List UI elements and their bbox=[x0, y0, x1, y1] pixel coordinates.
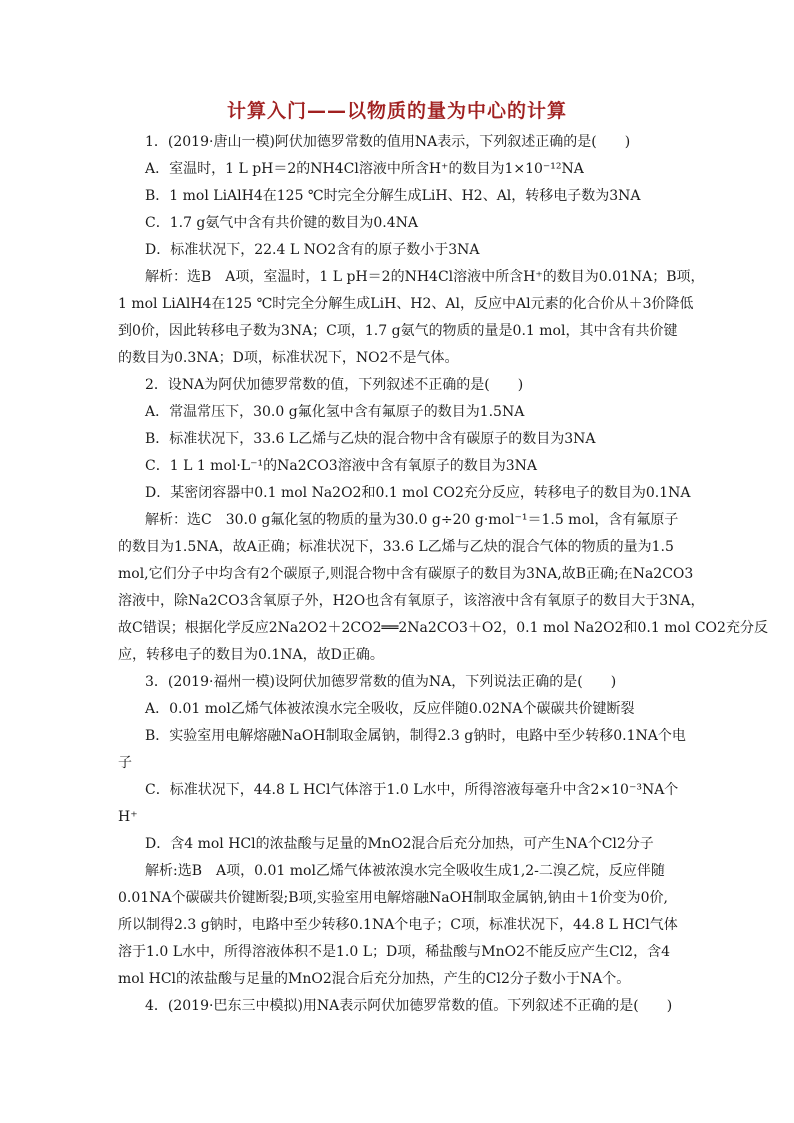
question-4-stem: 4．(2019·巴东三中模拟)用NA表示阿伏加德罗常数的值。下列叙述不正确的是( ) bbox=[145, 998, 673, 1014]
question-1-stem: 1．(2019·唐山一模)阿伏加德罗常数的值用NA表示，下列叙述正确的是( ) bbox=[145, 134, 631, 150]
option-line: B．实验室用电解熔融NaOH制取金属钠，制得2.3 g钠时，电路中至少转移0.1NA个电 bbox=[145, 728, 686, 744]
analysis-line: mol,它们分子中均含有2个碳原子,则混合物中含有碳原子的数目为3NA,故B正确;在Na2CO3 bbox=[118, 566, 694, 582]
option-line: 子 bbox=[118, 755, 132, 771]
option-line: H⁺ bbox=[118, 809, 138, 825]
option-line: A．室温时，1 L pH＝2的NH4Cl溶液中所含H⁺的数目为1×10⁻¹²NA bbox=[145, 161, 584, 177]
option-line: A．0.01 mol乙烯气体被浓溴水完全吸收，反应伴随0.02NA个碳碳共价键断裂 bbox=[145, 701, 635, 717]
question-3-stem: 3．(2019·福州一模)设阿伏加德罗常数的值为NA，下列说法正确的是( ) bbox=[145, 674, 617, 690]
analysis-line: 所以制得2.3 g钠时，电路中至少转移0.1NA个电子；C项，标准状况下，44.8 L HCl气体 bbox=[118, 917, 678, 933]
option-line: A．常温常压下，30.0 g氟化氢中含有氟原子的数目为1.5NA bbox=[145, 404, 525, 420]
analysis-line: 解析：选C 30.0 g氟化氢的物质的量为30.0 g÷20 g·mol⁻¹＝1.5 mol，含有氟原子 bbox=[145, 512, 679, 528]
option-line: B．1 mol LiAlH4在125 ℃时完全分解生成LiH、H2、Al，转移电子数为3NA bbox=[145, 188, 641, 204]
analysis-line: 0.01NA个碳碳共价键断裂;B项,实验室用电解熔融NaOH制取金属钠,钠由＋1价变为0价, bbox=[118, 890, 668, 906]
analysis-line: 故C错误；根据化学反应2Na2O2＋2CO2══2Na2CO3＋O2，0.1 mol Na2O2和0.1 mol CO2充分反 bbox=[118, 620, 768, 636]
analysis-line: 到0价，因此转移电子数为3NA；C项，1.7 g氨气的物质的量是0.1 mol，其中含有共价键 bbox=[118, 323, 678, 339]
analysis-line: 的数目为0.3NA；D项，标准状况下，NO2不是气体。 bbox=[118, 350, 459, 366]
analysis-line: mol HCl的浓盐酸与足量的MnO2混合后充分加热，产生的Cl2分子数小于NA个。 bbox=[118, 971, 631, 987]
option-line: C．标准状况下，44.8 L HCl气体溶于1.0 L水中，所得溶液每毫升中含2×10⁻³NA个 bbox=[145, 782, 679, 798]
option-line: B．标准状况下，33.6 L乙烯与乙炔的混合物中含有碳原子的数目为3NA bbox=[145, 431, 596, 447]
analysis-line: 解析:选B A项，0.01 mol乙烯气体被浓溴水完全吸收生成1,2-二溴乙烷，反应伴随 bbox=[145, 863, 665, 879]
option-line: D．某密闭容器中0.1 mol Na2O2和0.1 mol CO2充分反应，转移电子的数目为0.1NA bbox=[145, 485, 691, 501]
analysis-line: 溶液中，除Na2CO3含氧原子外，H2O也含有氧原子，该溶液中含有氧原子的数目大于3NA， bbox=[118, 593, 705, 609]
option-line: C．1 L 1 mol·L⁻¹的Na2CO3溶液中含有氧原子的数目为3NA bbox=[145, 458, 537, 474]
analysis-line: 解析：选B A项，室温时，1 L pH＝2的NH4Cl溶液中所含H⁺的数目为0.01NA；B项， bbox=[145, 269, 705, 285]
question-2-stem: 2．设NA为阿伏加德罗常数的值，下列叙述不正确的是( ) bbox=[145, 377, 524, 393]
analysis-line: 应，转移电子的数目为0.1NA，故D正确。 bbox=[118, 647, 384, 663]
analysis-line: 1 mol LiAlH4在125 ℃时完全分解生成LiH、H2、Al，反应中Al元素的化合价从＋3价降低 bbox=[118, 296, 694, 312]
page-title: 计算入门——以物质的量为中心的计算 bbox=[226, 100, 567, 122]
option-line: C．1.7 g氨气中含有共价键的数目为0.4NA bbox=[145, 215, 419, 231]
option-line: D．标准状况下，22.4 L NO2含有的原子数小于3NA bbox=[145, 242, 480, 258]
option-line: D．含4 mol HCl的浓盐酸与足量的MnO2混合后充分加热，可产生NA个Cl2分子 bbox=[145, 836, 654, 852]
analysis-line: 溶于1.0 L水中，所得溶液体积不是1.0 L；D项，稀盐酸与MnO2不能反应产生Cl2，含4 bbox=[118, 944, 670, 960]
analysis-line: 的数目为1.5NA，故A正确；标准状况下，33.6 L乙烯与乙炔的混合气体的物质的量为1.5 bbox=[118, 539, 674, 555]
